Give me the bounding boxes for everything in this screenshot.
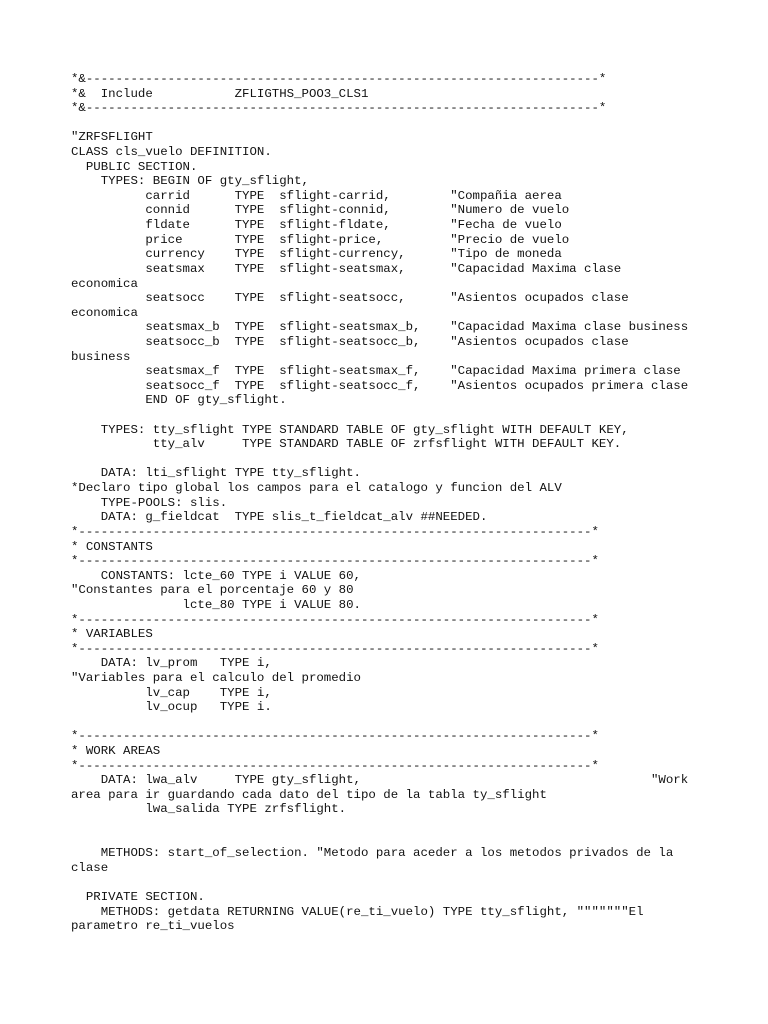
code-line: economica	[71, 305, 138, 320]
code-line: PUBLIC SECTION.	[71, 159, 198, 174]
code-line	[71, 452, 768, 467]
code-line: DATA: g_fieldcat TYPE slis_t_fieldcat_alv ##NEEDED.	[71, 510, 488, 525]
code-line: *&---------------------------------------------------------------------*	[71, 101, 607, 116]
code-line: DATA: lti_sflight TYPE tty_sflight.	[71, 466, 361, 481]
code-line: seatsocc_f TYPE sflight-seatsocc_f, "Asientos ocupados primera clase	[71, 378, 689, 393]
code-line: *Declaro tipo global los campos para el catalogo y funcion del ALV	[71, 481, 562, 496]
code-line: lv_ocup TYPE i.	[71, 700, 272, 715]
code-line: seatsmax TYPE sflight-seatsmax, "Capacidad Maxima clase	[71, 261, 622, 276]
code-line: *& Include ZFLIGTHS_POO3_CLS1	[71, 86, 369, 101]
code-line: * CONSTANTS	[71, 539, 153, 554]
code-line: lcte_80 TYPE i VALUE 80.	[71, 597, 361, 612]
code-line: * WORK AREAS	[71, 744, 161, 759]
code-line: METHODS: getdata RETURNING VALUE(re_ti_vuelo) TYPE tty_sflight, """""""El	[71, 904, 644, 919]
code-line: METHODS: start_of_selection. "Metodo para aceder a los metodos privados de la	[71, 846, 674, 861]
code-line: CONSTANTS: lcte_60 TYPE i VALUE 60,	[71, 568, 361, 583]
code-line: currency TYPE sflight-currency, "Tipo de moneda	[71, 247, 562, 262]
code-line: clase	[71, 860, 109, 875]
code-line: price TYPE sflight-price, "Precio de vuelo	[71, 232, 570, 247]
code-line	[71, 116, 768, 131]
code-line: seatsocc TYPE sflight-seatsocc, "Asientos ocupados clase	[71, 291, 629, 306]
code-line: END OF gty_sflight.	[71, 393, 287, 408]
code-line: *---------------------------------------------------------------------*	[71, 641, 599, 656]
code-line: economica	[71, 276, 138, 291]
code-line: parametro re_ti_vuelos	[71, 919, 235, 934]
code-line: business	[71, 349, 131, 364]
code-line: *---------------------------------------------------------------------*	[71, 554, 599, 569]
code-line: connid TYPE sflight-connid, "Numero de vuelo	[71, 203, 570, 218]
code-line: *---------------------------------------------------------------------*	[71, 729, 599, 744]
code-line	[71, 817, 768, 832]
code-line: seatsmax_b TYPE sflight-seatsmax_b, "Capacidad Maxima clase business	[71, 320, 689, 335]
code-line: TYPES: BEGIN OF gty_sflight,	[71, 174, 309, 189]
code-line: lv_cap TYPE i,	[71, 685, 272, 700]
code-line	[71, 832, 768, 847]
code-line: tty_alv TYPE STANDARD TABLE OF zrfsflight WITH DEFAULT KEY.	[71, 437, 622, 452]
code-line: PRIVATE SECTION.	[71, 890, 205, 905]
code-line: TYPE-POOLS: slis.	[71, 495, 228, 510]
code-line	[71, 715, 768, 730]
code-line: "ZRFSFLIGHT	[71, 130, 153, 145]
code-line: fldate TYPE sflight-fldate, "Fecha de vuelo	[71, 218, 562, 233]
code-line: *---------------------------------------------------------------------*	[71, 758, 599, 773]
code-line: lwa_salida TYPE zrfsflight.	[71, 802, 347, 817]
code-line: DATA: lwa_alv TYPE gty_sflight, "Work	[71, 773, 689, 788]
code-line: seatsmax_f TYPE sflight-seatsmax_f, "Capacidad Maxima primera clase	[71, 364, 681, 379]
code-line: CLASS cls_vuelo DEFINITION.	[71, 145, 272, 160]
code-document	[71, 72, 768, 934]
code-line: * VARIABLES	[71, 627, 153, 642]
code-line	[71, 876, 768, 891]
code-line: *---------------------------------------------------------------------*	[71, 612, 599, 627]
code-line: TYPES: tty_sflight TYPE STANDARD TABLE OF gty_sflight WITH DEFAULT KEY,	[71, 422, 629, 437]
code-line: DATA: lv_prom TYPE i,	[71, 656, 272, 671]
code-line	[71, 408, 768, 423]
code-line: *&---------------------------------------------------------------------*	[71, 72, 607, 86]
code-line: seatsocc_b TYPE sflight-seatsocc_b, "Asientos ocupados clase	[71, 334, 629, 349]
code-line: carrid TYPE sflight-carrid, "Compañia aerea	[71, 188, 562, 203]
code-line: "Variables para el calculo del promedio	[71, 670, 361, 685]
code-line: "Constantes para el porcentaje 60 y 80	[71, 583, 354, 598]
code-line: area para ir guardando cada dato del tipo de la tabla ty_sflight	[71, 787, 547, 802]
code-line: *---------------------------------------------------------------------*	[71, 524, 599, 539]
